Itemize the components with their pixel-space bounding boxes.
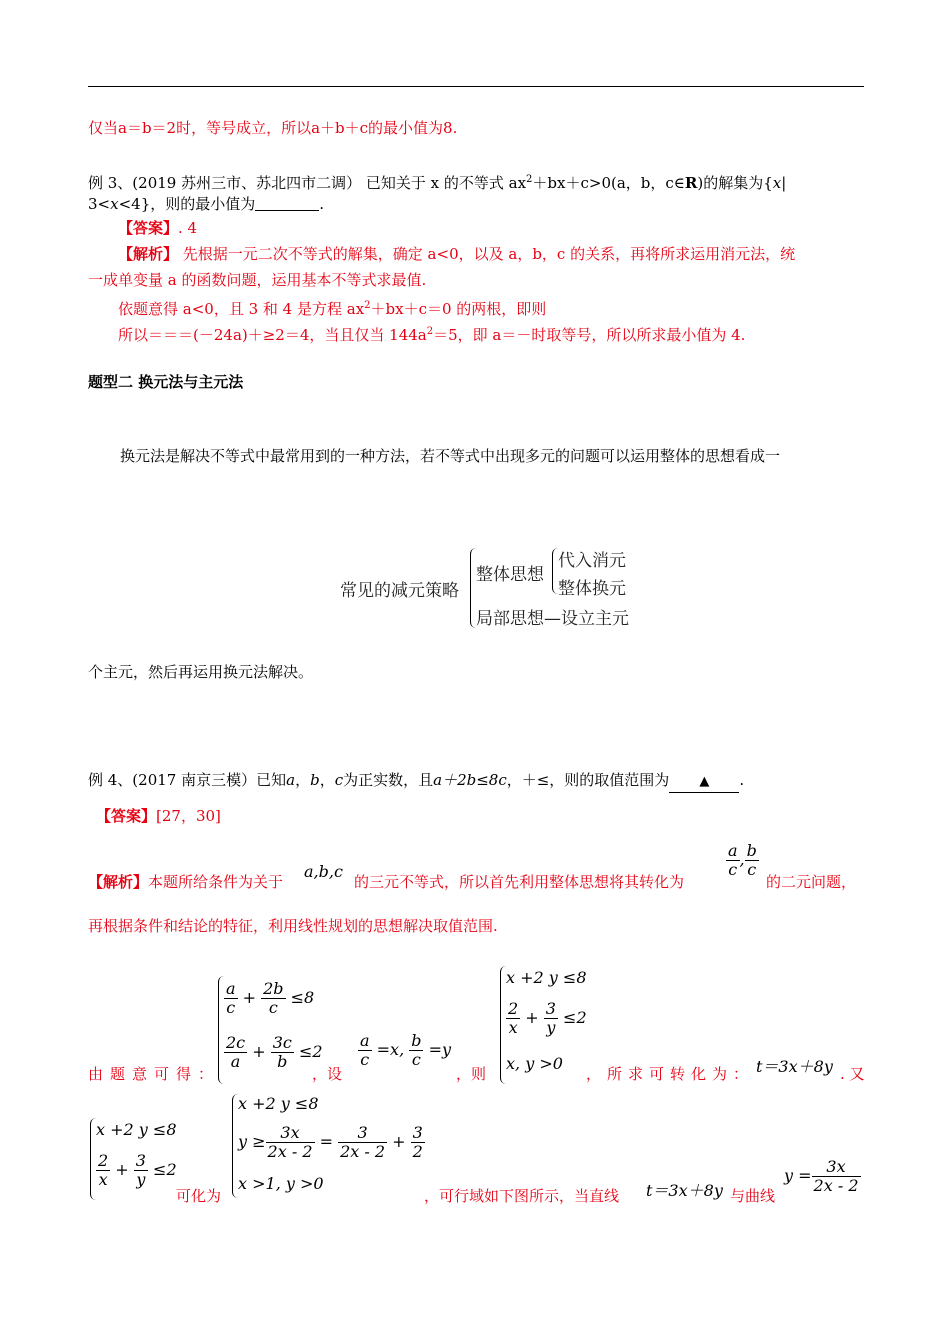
example4-analysis-line2: 再根据条件和结论的特征，利用线性规划的思想解决取值范围. [88,917,498,935]
system1-row1: $\frac{a}{c}$ + $\frac{2b}{c}$ ≤8 [226,979,315,1017]
system3-row2: $\frac{2}{x}$ + $\frac{3}{y}$ ≤2 [98,1151,177,1189]
tail-2: ，可行域如下图所示，当直线 [424,1187,620,1205]
example4-analysis: 【解析】本题所给条件为关于 [88,873,284,891]
diagram-branch-local: 局部思想—设立主元 [476,609,629,629]
example4-question: 例 4、(2017 南京三模）已知a，b，c为正实数，且a＋2b≤8c，＋≤，则的取值范围为 ▲ . [88,770,744,793]
derive-3: ，则 [456,1065,487,1083]
substitution: $\frac{a}{c}$ =x, $\frac{b}{c}$ =y [360,1031,452,1069]
intro-paragraph: 换元法是解决不等式中最常用到的一种方法，若不等式中出现多元的问题可以运用整体的思想看成一 [120,447,781,465]
example4-answer: 【答案】[27，30] [96,807,221,825]
diagram-leaf-replace: 整体换元 [558,579,626,599]
conclusion-line: 仅当a＝b＝2时，等号成立，所以a＋b＋c的最小值为8. [88,119,458,137]
answer-blank [255,196,319,211]
derive-2: ，设 [312,1065,343,1083]
example3-question-line2: 3<x<4}，则的最小值为 . [88,195,325,213]
system1-row2: $\frac{2c}{a}$ + $\frac{3c}{b}$ ≤2 [226,1033,323,1071]
vars-abc: a,b,c [304,862,343,881]
derive-4: ，所求可转化为： [586,1065,755,1083]
tail-3: 与曲线 [730,1187,776,1205]
section-title: 题型二 换元法与主元法 [88,373,244,391]
derive-1: 由题意可得： [88,1065,221,1083]
target-expression: t＝3x＋8y [756,1057,833,1076]
system2-row1: x +2 y ≤8 [506,968,587,987]
system4-row2: y ≥ $\frac{3x}{2x - 2}$ = $\frac{3}{2x - 2}$ + $\frac{3}{2}$ [238,1123,423,1161]
answer-blank-triangle: ▲ [669,772,739,793]
system4-row1: x +2 y ≤8 [238,1094,319,1113]
system4-row3: x >1, y >0 [238,1174,324,1193]
example3-answer: 【答案】. 4 [118,219,198,237]
system2-row3: x, y >0 [506,1054,563,1073]
line-expression: t＝3x＋8y [646,1181,723,1200]
example4-analysis-c: 的二元问题， [766,873,857,891]
system2-row2: $\frac{2}{x}$ + $\frac{3}{y}$ ≤2 [508,999,587,1037]
curve-expression: y = $\frac{3x}{2x - 2}$ [784,1157,859,1195]
example3-step2: 所以＝＝＝(－24a)＋≥2＝4，当且仅当 $144a^2=5$，即 a＝－时取等号，所以所求最小值为 4. [118,326,746,344]
fraction-ac-bc: $\frac{a}{c}$ , $\frac{b}{c}$ [728,841,757,879]
header-rule [88,86,864,87]
diagram-root: 常见的减元策略 [340,581,459,601]
example3-analysis-line2: 一成单变量 a 的函数问题，运用基本不等式求最值. [88,271,427,289]
example4-analysis-b: 的三元不等式，所以首先利用整体思想将其转化为 [354,873,685,891]
example3-analysis: 【解析】 先根据一元二次不等式的解集，确定 a<0，以及 a，b，c 的关系，再将所求运用消元法，统 [118,245,796,263]
diagram-leaf-substitute: 代入消元 [558,551,626,571]
example3-step1: 依题意得 a<0，且 3 和 4 是方程 $ax^2+bx+c=0$ 的两根，即则 [118,300,547,318]
diagram-branch-whole: 整体思想 [476,565,544,585]
intro-end: 个主元，然后再运用换元法解决。 [88,663,314,681]
derive-5: . 又 [840,1065,865,1083]
example3-question: 例 3、(2019 苏州三市、苏北四市二调） 已知关于 x 的不等式 $ax^2+bx+c>0(a$，b，c∈R)的解集为{x| [88,174,787,192]
tail-1: 可化为 [176,1187,222,1205]
system3-row1: x +2 y ≤8 [96,1120,177,1139]
